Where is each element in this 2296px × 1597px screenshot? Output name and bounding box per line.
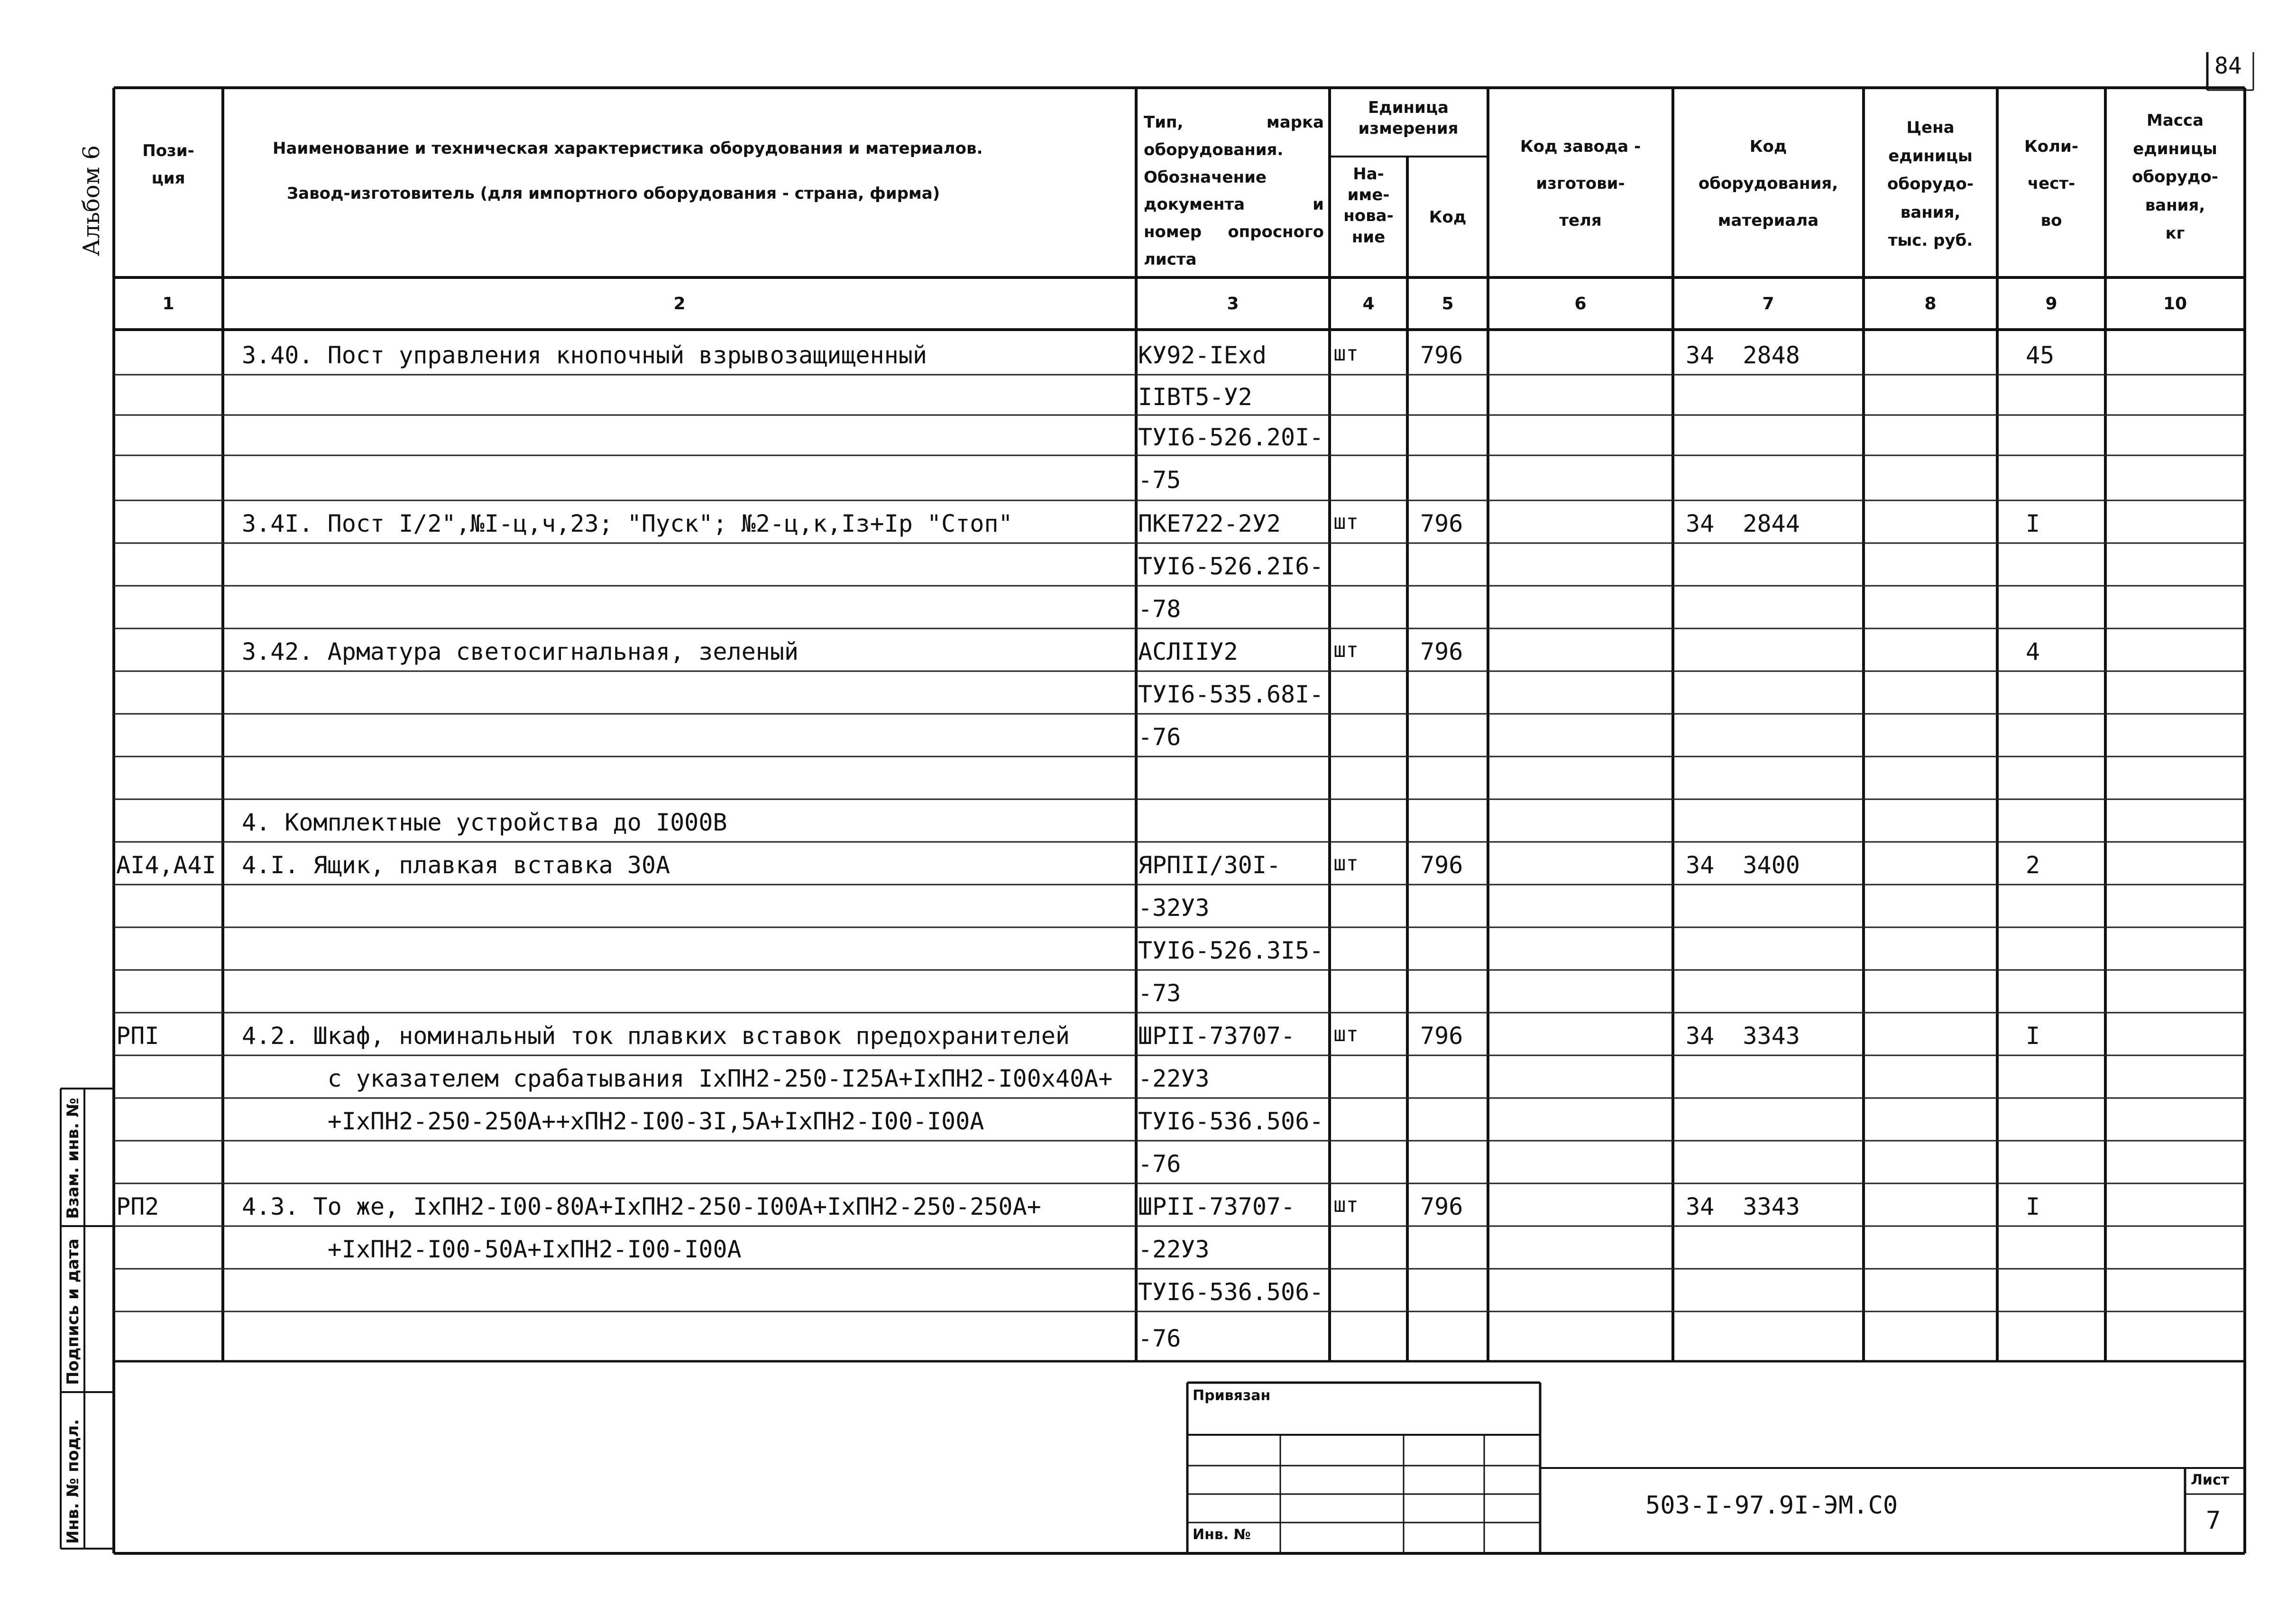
cell-unit-code: 796 xyxy=(1420,510,1463,537)
col-number: 5 xyxy=(1442,294,1454,314)
header-position: Пози- ция xyxy=(142,141,194,188)
cell-unit: шт xyxy=(1333,510,1359,534)
cell-type: IIВТ5-У2 xyxy=(1138,383,1252,411)
cell-equip-code: 34 3343 xyxy=(1686,1022,1800,1050)
cell-qty: I xyxy=(2026,1193,2040,1220)
cell-position: АI4,А4I xyxy=(116,851,216,879)
cell-type: -32У3 xyxy=(1138,894,1210,922)
stamp-replace-inv: Взам. инв. № xyxy=(64,1098,83,1219)
cell-unit: шт xyxy=(1333,1022,1359,1046)
cell-qty: I xyxy=(2026,510,2040,537)
cell-name: 3.42. Арматура светосигнальная, зеленый xyxy=(242,638,799,665)
cell-position: РП2 xyxy=(116,1193,159,1220)
cell-type: -73 xyxy=(1138,979,1181,1007)
cell-unit: шт xyxy=(1333,638,1359,662)
stamp-signature-date: Подпись и дата xyxy=(64,1238,83,1385)
cell-type: ТУI6-535.68I- xyxy=(1138,681,1324,708)
document-code: 503-I-97.9I-ЭМ.С0 xyxy=(1645,1491,1898,1520)
cell-equip-code: 34 2848 xyxy=(1686,342,1800,369)
cell-equip-code: 34 3400 xyxy=(1686,851,1800,879)
sheet-label: Лист xyxy=(2191,1472,2230,1488)
cell-name: с указателем срабатывания IхПН2-250-I25А+IхПН2-I00х40А+ xyxy=(242,1065,1113,1092)
cell-unit-code: 796 xyxy=(1420,342,1463,369)
cell-unit-code: 796 xyxy=(1420,638,1463,665)
col-number: 3 xyxy=(1227,294,1239,314)
cell-unit-code: 796 xyxy=(1420,851,1463,879)
header-price: Цена единицы оборудо- вания, тыс. руб. xyxy=(1887,118,1974,250)
sheet-number: 7 xyxy=(2206,1506,2221,1535)
cell-type: ТУI6-536.506- xyxy=(1138,1108,1324,1135)
cell-type: ТУI6-526.3I5- xyxy=(1138,937,1324,964)
cell-unit-code: 796 xyxy=(1420,1022,1463,1050)
header-unit-name: На- име- нова- ние xyxy=(1343,165,1394,247)
cell-type: АСЛIIУ2 xyxy=(1138,638,1238,665)
header-plant-code: Код завода - изготови- теля xyxy=(1520,137,1641,231)
cell-type: -22У3 xyxy=(1138,1065,1210,1092)
cell-name: 3.40. Пост управления кнопочный взрывозащищенный xyxy=(242,342,927,369)
cell-qty: 2 xyxy=(2026,851,2040,879)
page-number: 84 xyxy=(2214,53,2242,79)
cell-name: 4.3. То же, IхПН2-I00-80А+IхПН2-250-I00А+IхПН2-250-250А+ xyxy=(242,1193,1041,1220)
header-type: Тип, марка оборудования. Обозначение документа и номер опросного листа xyxy=(1144,113,1324,269)
cell-position: РПI xyxy=(116,1022,159,1050)
cell-qty: 4 xyxy=(2026,638,2040,665)
cell-equip-code: 34 3343 xyxy=(1686,1193,1800,1220)
cell-unit: шт xyxy=(1333,342,1359,366)
cell-type: -78 xyxy=(1138,595,1181,623)
stamp-original-inv: Инв. № подл. xyxy=(64,1419,83,1544)
cell-name: 3.4I. Пост I/2",№I-ц,ч,23; "Пуск"; №2-ц,к,Iз+Iр "Стоп" xyxy=(242,510,1013,537)
header-name: Наименование и техническая характеристика оборудования и материалов. xyxy=(273,139,983,158)
cell-name: 4. Комплектные устройства до I000В xyxy=(242,809,727,836)
header-equip-code: Код оборудования, материала xyxy=(1698,137,1838,231)
cell-unit: шт xyxy=(1333,851,1359,876)
cell-equip-code: 34 2844 xyxy=(1686,510,1800,537)
album-label: Альбом 6 xyxy=(78,145,105,256)
header-manufacturer: Завод-изготовитель (для импортного оборудования - страна, фирма) xyxy=(287,184,940,203)
cell-unit-code: 796 xyxy=(1420,1193,1463,1220)
cell-type: ШРII-73707- xyxy=(1138,1193,1295,1220)
cell-type: -76 xyxy=(1138,1150,1181,1178)
stamp-bound-label: Привязан xyxy=(1193,1387,1271,1404)
header-qty: Коли- чест- во xyxy=(2024,137,2078,231)
cell-type: ТУI6-526.2I6- xyxy=(1138,553,1324,580)
col-number: 1 xyxy=(162,294,174,314)
col-number: 7 xyxy=(1762,294,1774,314)
cell-type: ШРII-73707- xyxy=(1138,1022,1295,1050)
cell-type: ТУI6-536.506- xyxy=(1138,1278,1324,1306)
cell-type: -76 xyxy=(1138,723,1181,751)
col-number: 8 xyxy=(1924,294,1937,314)
col-number: 9 xyxy=(2045,294,2057,314)
cell-type: -76 xyxy=(1138,1325,1181,1352)
stamp-inv-label: Инв. № xyxy=(1193,1526,1251,1543)
cell-type: ТУI6-526.20I- xyxy=(1138,424,1324,451)
cell-type: КУ92-IExd xyxy=(1138,342,1267,369)
header-unit-code: Код xyxy=(1429,208,1467,227)
cell-type: -22У3 xyxy=(1138,1236,1210,1263)
cell-qty: I xyxy=(2026,1022,2040,1050)
cell-name: 4.I. Ящик, плавкая вставка 30А xyxy=(242,851,670,879)
cell-name: +IхПН2-I00-50А+IхПН2-I00-I00А xyxy=(242,1236,742,1263)
col-number: 2 xyxy=(673,294,686,314)
header-mass: Масса единицы оборудо- вания, кг xyxy=(2132,111,2218,243)
col-number: 6 xyxy=(1574,294,1587,314)
cell-type: ЯРПII/30I- xyxy=(1138,851,1281,879)
cell-qty: 45 xyxy=(2026,342,2055,369)
header-unit: Единица измерения xyxy=(1358,98,1459,138)
cell-name: 4.2. Шкаф, номинальный ток плавких вставок предохранителей xyxy=(242,1022,1070,1050)
cell-type: -75 xyxy=(1138,466,1181,494)
col-number: 10 xyxy=(2163,294,2187,314)
col-number: 4 xyxy=(1362,294,1375,314)
cell-name: +IхПН2-250-250А++хПН2-I00-3I,5А+IхПН2-I00-I00А xyxy=(242,1108,984,1135)
cell-unit: шт xyxy=(1333,1193,1359,1217)
cell-type: ПКЕ722-2У2 xyxy=(1138,510,1281,537)
